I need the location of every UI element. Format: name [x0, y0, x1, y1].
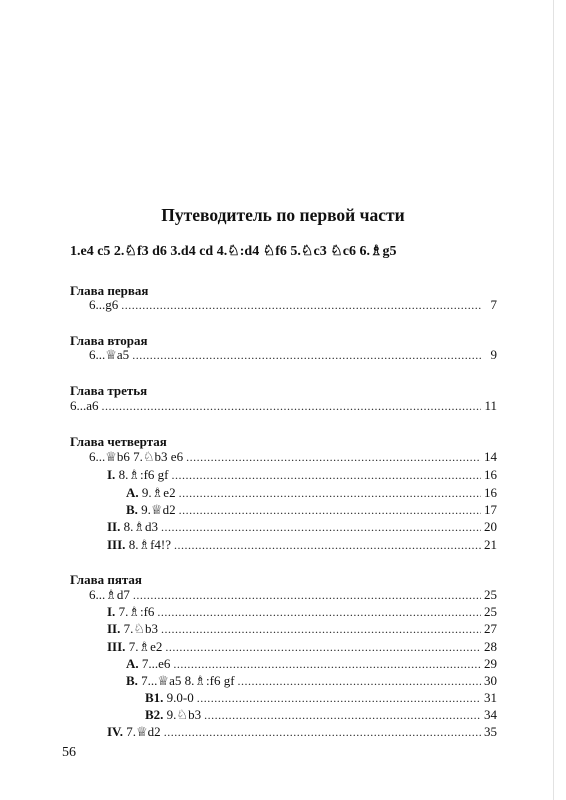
toc-entry[interactable] [126, 502, 497, 518]
entry-page-number: 11 [484, 398, 497, 413]
entry-marker: A. [126, 485, 139, 500]
entry-label [145, 707, 201, 723]
entry-text: 7.♗e2 [125, 639, 163, 654]
toc-entry[interactable] [89, 297, 497, 313]
toc-entry[interactable] [107, 621, 497, 637]
entry-page-number: 16 [484, 467, 497, 482]
entry-label [89, 449, 183, 465]
toc-entry[interactable] [107, 604, 497, 620]
entry-text: 6...♕b6 7.♘b3 e6 [89, 449, 184, 464]
dot-leader [157, 604, 481, 620]
toc-entry[interactable] [89, 587, 497, 603]
entry-label [107, 724, 161, 740]
toc-entry[interactable] [126, 673, 497, 689]
entry-label [107, 537, 171, 553]
entry-label [107, 467, 169, 483]
chapter-heading-1: Глава первая [70, 283, 149, 298]
entry-text: 8.♗:f6 gf [115, 467, 169, 482]
entry-marker: B. [126, 673, 138, 688]
guide-title: Путеводитель по первой части [161, 205, 405, 225]
entry-marker: A. [126, 656, 139, 671]
entry-label [107, 604, 154, 620]
entry-marker: B. [126, 502, 138, 517]
dot-leader [238, 673, 481, 689]
entry-page-number: 29 [484, 656, 497, 671]
entry-label [126, 656, 170, 672]
toc-entry[interactable] [70, 398, 497, 414]
toc-entry[interactable] [145, 707, 497, 723]
toc-entry[interactable] [107, 724, 497, 740]
entry-marker: III. [107, 639, 126, 654]
entry-marker: I. [107, 467, 116, 482]
toc-entry[interactable] [145, 690, 497, 706]
chapter-heading-3: Глава третья [70, 383, 148, 398]
entry-label [107, 519, 158, 535]
dot-leader [186, 449, 481, 465]
entry-text: 9.0-0 [163, 690, 194, 705]
entry-page-number: 35 [484, 724, 497, 739]
entry-text: 6...♕a5 [89, 347, 130, 362]
toc-entry[interactable] [107, 519, 497, 535]
entry-text: 8.♗f4!? [125, 537, 172, 552]
entry-label [126, 673, 235, 689]
entry-text: 6...g6 [89, 297, 119, 312]
entry-text: 9.♗e2 [138, 485, 176, 500]
entry-page-number: 27 [484, 621, 497, 636]
entry-label [89, 297, 118, 313]
page-number: 56 [62, 745, 76, 760]
entry-page-number: 17 [484, 502, 497, 517]
entry-page-number: 25 [484, 604, 497, 619]
dot-leader [173, 656, 481, 672]
toc-entry[interactable] [89, 347, 497, 363]
entry-text: 7...e6 [138, 656, 171, 671]
entry-text: 9.♕d2 [137, 502, 176, 517]
toc-entry[interactable] [126, 485, 497, 501]
chapter-heading-5: Глава пятая [70, 572, 142, 587]
entry-page-number: 9 [490, 347, 497, 362]
entry-marker: B2. [145, 707, 164, 722]
entry-page-number: 14 [484, 449, 497, 464]
dot-leader [172, 467, 482, 483]
entry-text: 6...♗d7 [89, 587, 130, 602]
entry-text: 7.♕d2 [123, 724, 161, 739]
entry-label [145, 690, 194, 706]
entry-marker: III. [107, 537, 126, 552]
entry-label [126, 502, 176, 518]
chapter-heading-4: Глава четвертая [70, 434, 167, 449]
dot-leader [121, 297, 482, 313]
toc-entry[interactable] [126, 656, 497, 672]
entry-page-number: 25 [484, 587, 497, 602]
entry-label [126, 485, 176, 501]
entry-page-number: 30 [484, 673, 497, 688]
toc-entry[interactable] [107, 537, 497, 553]
entry-text: 7.♗:f6 [115, 604, 155, 619]
entry-page-number: 20 [484, 519, 497, 534]
entry-marker: II. [107, 621, 121, 636]
entry-page-number: 34 [484, 707, 497, 722]
entry-marker: B1. [145, 690, 164, 705]
entry-label [89, 587, 130, 603]
entry-text: 9.♘b3 [163, 707, 202, 722]
chapter-heading-2: Глава вторая [70, 333, 148, 348]
entry-page-number: 31 [484, 690, 497, 705]
dot-leader [161, 519, 481, 535]
entry-marker: II. [107, 519, 121, 534]
entry-page-number: 21 [484, 537, 497, 552]
dot-leader [161, 621, 481, 637]
dot-leader [179, 485, 481, 501]
toc-entry[interactable] [107, 467, 497, 483]
entry-label [107, 639, 162, 655]
entry-label [107, 621, 158, 637]
toc-entry[interactable] [89, 449, 497, 465]
entry-page-number: 28 [484, 639, 497, 654]
entry-page-number: 7 [490, 297, 497, 312]
dot-leader [174, 537, 481, 553]
entry-page-number: 16 [484, 485, 497, 500]
entry-marker: I. [107, 604, 116, 619]
dot-leader [179, 502, 481, 518]
entry-text: 6...a6 [70, 398, 99, 413]
entry-text: 7.♘b3 [120, 621, 159, 636]
dot-leader [164, 724, 481, 740]
entry-label [70, 398, 99, 414]
entry-text: 8.♗d3 [120, 519, 159, 534]
entry-label [89, 347, 129, 363]
dot-leader [197, 690, 481, 706]
opening-moves-line: 1.e4 c5 2.♘f3 d6 3.d4 cd 4.♘:d4 ♘f6 5.♘c3 ♘c6 6.♗g5 [70, 244, 397, 259]
toc-entry[interactable] [107, 639, 497, 655]
dot-leader [132, 347, 482, 363]
dot-leader [102, 398, 482, 414]
dot-leader [165, 639, 481, 655]
dot-leader [133, 587, 481, 603]
dot-leader [204, 707, 481, 723]
page-edge-line [553, 0, 554, 800]
entry-text: 7...♕a5 8.♗:f6 gf [137, 673, 235, 688]
entry-marker: IV. [107, 724, 124, 739]
